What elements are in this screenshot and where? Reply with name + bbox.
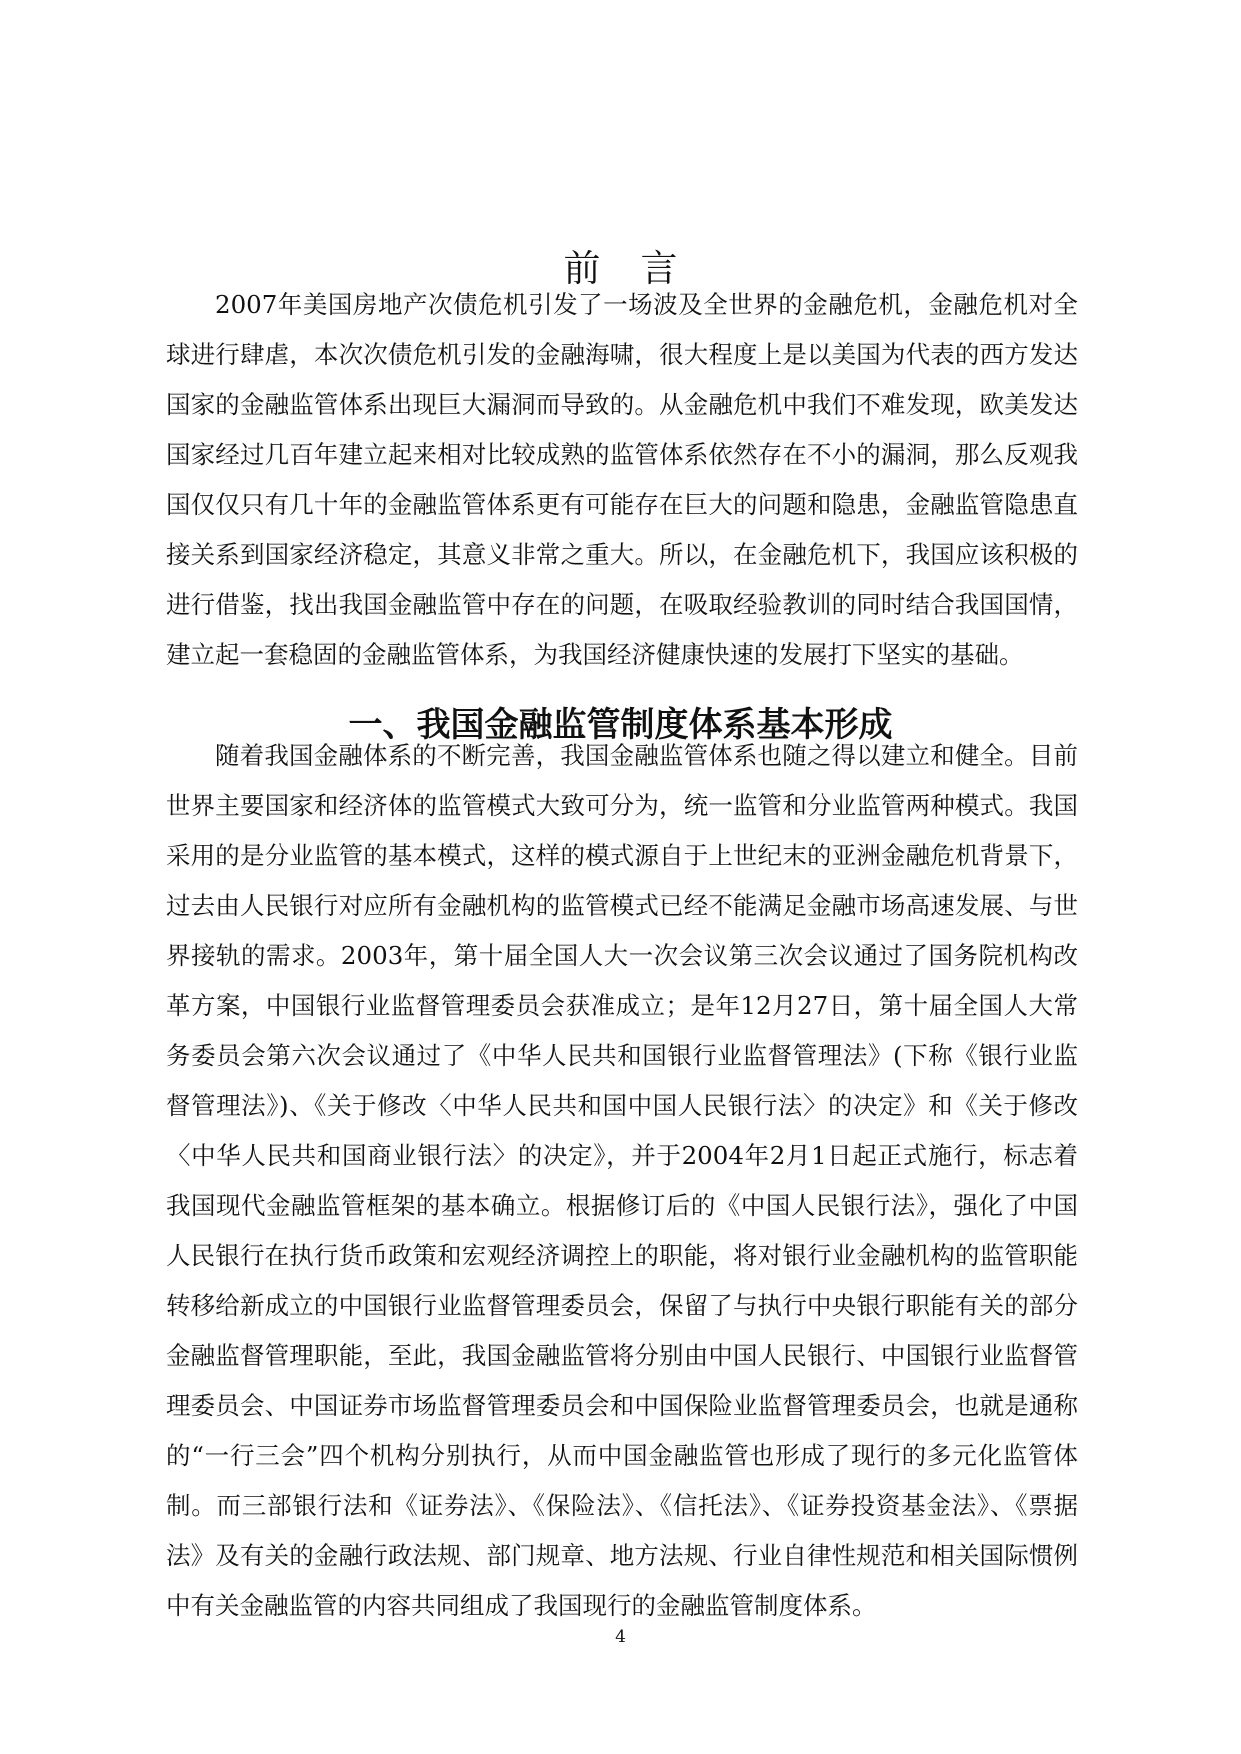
section-paragraph: 随着我国金融体系的不断完善，我国金融监管体系也随之得以建立和健全。目前世界主要国家和经济体的监管模式大致可分为，统一监管和分业监管两种模式。我国采用的是分业监管的基本模式，这样的模式源自于上世纪末的亚洲金融危机背景下，过去由人民银行对应所有金融机构的监管模式已经不能满足金融市场高速发展、与世界接轨的需求。2003年，第十届全国人大一次会议第三次会议通过了国务院机构改革方案，中国银行业监督管理委员会获准成立；是年12月27日，第十届全国人大常务委员会第六次会议通过了《中华人民共和国银行业监督管理法》(下称《银行业监督管理法》)、《关于修改〈中华人民共和国中国人民银行法〉的决定》和《关于修改〈中华人民共和国商业银行法〉的决定》，并于2004年2月1日起正式施行，标志着我国现代金融监管框架的基本确立。根据修订后的《中国人民银行法》，强化了中国人民银行在执行货币政策和宏观经济调控上的职能，将对银行业金融机构的监管职能转移给新成立的中国银行业监督管理委员会，保留了与执行中央银行职能有关的部分金融监督管理职能，至此，我国金融监管将分别由中国人民银行、中国银行业监督管理委员会、中国证券市场监督管理委员会和中国保险业监督管理委员会，也就是通称的“一行三会”四个机构分别执行，从而中国金融监管也形成了现行的多元化监管体制。而三部银行法和《证券法》、《保险法》、《信托法》、《证券投资基金法》、《票据法》及有关的金融行政法规、部门规章、地方法规、行业自律性规范和相关国际惯例中有关金融监管的内容共同组成了我国现行的金融监管制度体系。 (166, 741, 1078, 1620)
preface-paragraph: 2007年美国房地产次债危机引发了一场波及全世界的金融危机，金融危机对全球进行肆虐，本次次债危机引发的金融海啸，很大程度上是以美国为代表的西方发达国家的金融监管体系出现巨大漏洞而导致的。从金融危机中我们不难发现，欧美发达国家经过几百年建立起来相对比较成熟的监管体系依然存在不小的漏洞，那么反观我国仅仅只有几十年的金融监管体系更有可能存在巨大的问题和隐患，金融监管隐患直接关系到国家经济稳定，其意义非常之重大。所以，在金融危机下，我国应该积极的进行借鉴，找出我国金融监管中存在的问题，在吸取经验教训的同时结合我国国情，建立起一套稳固的金融监管体系，为我国经济健康快速的发展打下坚实的基础。 (166, 290, 1078, 669)
page-title: 前言 (563, 246, 718, 290)
section-heading: 一、我国金融监管制度体系基本形成 (348, 705, 893, 746)
page-number: 4 (615, 1627, 626, 1647)
